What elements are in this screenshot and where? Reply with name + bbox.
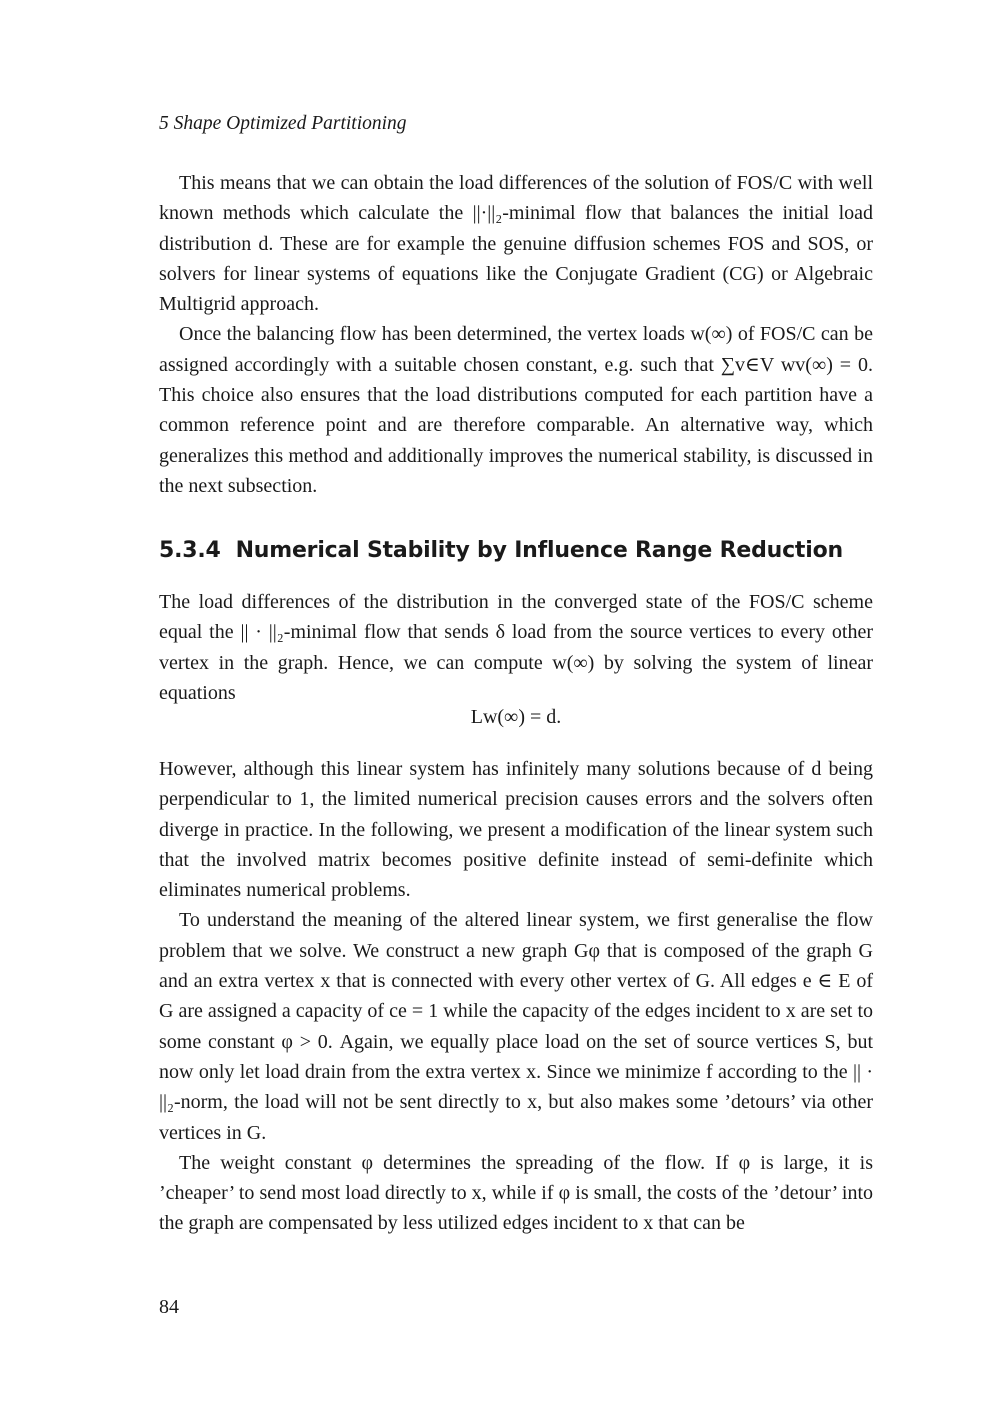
paragraph-5: To understand the meaning of the altered linear system, we first generalise the flow problem that we solve. We construct a new graph Gφ that is composed of the graph G and an extra vertex x that is connected with every other vertex of G. All edges e ∈ E of G are assigned a capacity of ce = 1 while the capacity of the edges incident to x are set to some constant φ > 0. Again, we equally place load on the set of source vertices S, but now only let load drain from the extra vertex x. Since we minimize f according to the || · ||₂-norm, the load will not be sent directly to x, but also makes some ’detours’ via other vertices in G. <box>159 909 873 1144</box>
paragraph-2: Once the balancing flow has been determined, the vertex loads w(∞) of FOS/C can be assigned accordingly with a suitable chosen constant, e.g. such that ∑v∈V wv(∞) = 0. This choice also ensures that the load distributions computed for each partition have a common reference point and are therefore comparable. An alternative way, which generalizes this method and additionally improves the numerical stability, is discussed in the next subsection. <box>159 323 873 497</box>
display-equation: Lw(∞) = d. <box>470 706 562 728</box>
page-number: 84 <box>159 1296 179 1318</box>
paragraph-1: This means that we can obtain the load differences of the solution of FOS/C with well known methods which calculate the ||·||₂-minimal flow that balances the initial load distribution d. These are for example the genuine diffusion schemes FOS and SOS, or solvers for linear systems of equations like the Conjugate Gradient (CG) or Algebraic Multigrid approach. <box>159 172 873 316</box>
paragraph-3: The load differences of the distribution in the converged state of the FOS/C scheme equal the || · ||₂-minimal flow that sends δ load from the source vertices to every other vertex in the graph. Hence, we can compute w(∞) by solving the system of linear equations <box>159 591 873 704</box>
section-intro-block <box>159 587 873 708</box>
section-heading <box>159 538 843 563</box>
paragraph-6: The weight constant φ determines the spreading of the flow. If φ is large, it is ’cheaper’ to send most load directly to x, while if φ is small, the costs of the ’detour’ into the graph are compensated by less utilized edges incident to x that can be <box>159 1151 873 1235</box>
running-header: 5 Shape Optimized Partitioning <box>159 113 407 134</box>
section-body-block <box>159 754 873 1239</box>
intro-text-block <box>159 168 873 501</box>
paragraph-4: However, although this linear system has infinitely many solutions because of d being perpendicular to 1, the limited numerical precision causes errors and the solvers often diverge in practice. In the following, we present a modification of the linear system such that the involved matrix becomes positive definite instead of semi-definite which eliminates numerical problems. <box>159 758 873 902</box>
section-number: 5.3.4 <box>159 538 221 563</box>
section-title: Numerical Stability by Influence Range Reduction <box>235 538 843 563</box>
